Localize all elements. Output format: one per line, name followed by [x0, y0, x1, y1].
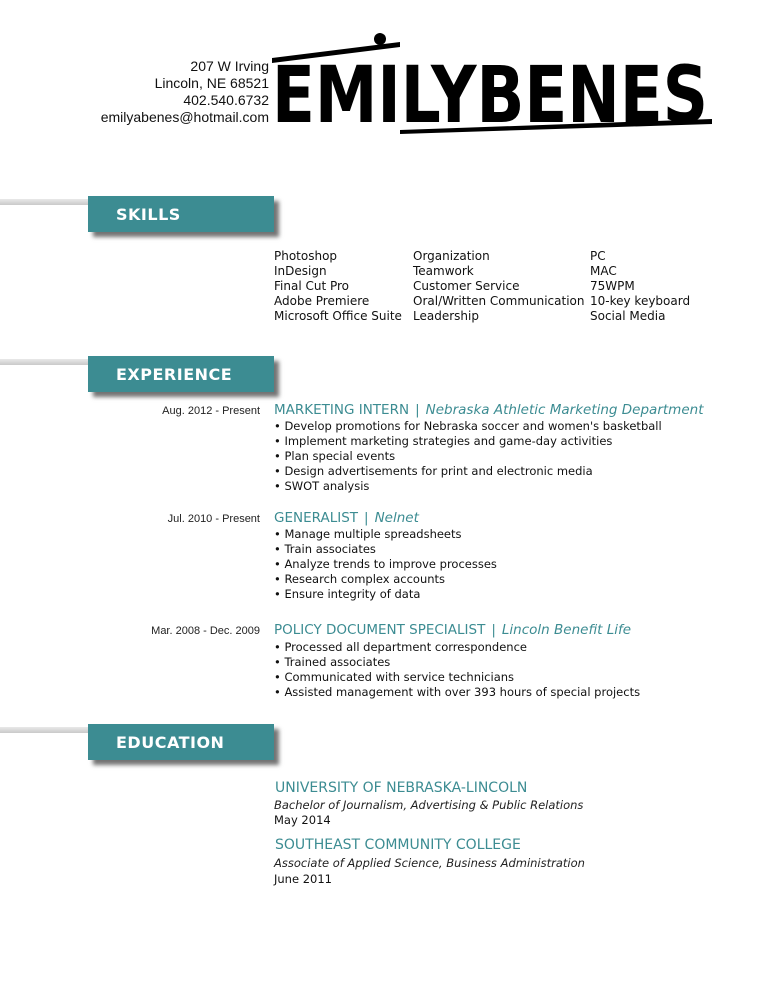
skill-item: Oral/Written Communication	[413, 294, 585, 308]
job-bullet: • Research complex accounts	[274, 572, 446, 586]
job-title-line	[274, 622, 631, 638]
job-bullet: • Communicated with service technicians	[274, 670, 515, 684]
job-separator: |	[415, 402, 420, 418]
skill-item: Photoshop	[274, 249, 338, 263]
job-bullet: • Train associates	[274, 542, 376, 556]
skill-item: InDesign	[274, 264, 327, 278]
skill-item: 10-key keyboard	[590, 294, 691, 308]
job-bullets	[274, 527, 497, 602]
skills-column-1	[274, 249, 402, 324]
name-logo	[272, 32, 712, 141]
skill-item: Adobe Premiere	[274, 294, 370, 308]
skill-item: Customer Service	[413, 279, 520, 293]
contact-city: Lincoln, NE 68521	[154, 75, 269, 91]
job-date: Jul. 2010 - Present	[167, 513, 260, 525]
name-logo-graphic	[272, 32, 712, 141]
job-title: MARKETING INTERN	[274, 402, 410, 418]
section-header-skills	[0, 196, 274, 232]
skills-column-3	[590, 249, 690, 324]
job-date: Aug. 2012 - Present	[162, 405, 260, 417]
job-date: Mar. 2008 - Dec. 2009	[151, 625, 260, 637]
job-bullet: • Plan special events	[274, 449, 396, 463]
logo-text: EMILYBENES	[272, 51, 708, 141]
job-bullets	[274, 640, 640, 700]
job-bullet: • Manage multiple spreadsheets	[274, 527, 462, 541]
skill-item: Social Media	[590, 309, 666, 323]
skill-item: 75WPM	[590, 279, 635, 293]
job-bullet: • Design advertisements for print and electronic media	[274, 464, 593, 478]
section-header-education	[0, 724, 274, 760]
edu-date: May 2014	[274, 813, 331, 827]
edu-degree: Bachelor of Journalism, Advertising & Public Relations	[274, 798, 584, 812]
job-company: Lincoln Benefit Life	[501, 622, 632, 638]
section-title: EXPERIENCE	[116, 365, 233, 384]
job-bullet: • Trained associates	[274, 655, 391, 669]
job-bullet: • Develop promotions for Nebraska soccer and women's basketball	[274, 419, 662, 433]
job-company: Nelnet	[374, 510, 419, 526]
skill-item: Organization	[413, 249, 490, 263]
contact-street: 207 W Irving	[190, 58, 269, 74]
contact-info	[101, 58, 269, 126]
skill-item: Microsoft Office Suite	[274, 309, 402, 323]
job-bullet: • Analyze trends to improve processes	[274, 557, 497, 571]
edu-degree: Associate of Applied Science, Business Administration	[274, 856, 585, 870]
section-header-experience	[0, 356, 274, 392]
job-bullets	[274, 419, 662, 494]
skill-item: Leadership	[413, 309, 479, 323]
edu-school: SOUTHEAST COMMUNITY COLLEGE	[275, 837, 521, 853]
skills-column-2	[413, 249, 585, 324]
job-bullet: • Processed all department correspondence	[274, 640, 527, 654]
section-title: EDUCATION	[116, 733, 225, 752]
skill-item: MAC	[590, 264, 617, 278]
job-bullet: • Implement marketing strategies and game-day activities	[274, 434, 613, 448]
job-separator: |	[491, 622, 496, 638]
job-title: POLICY DOCUMENT SPECIALIST	[274, 622, 486, 638]
skill-item: PC	[590, 249, 606, 263]
contact-email[interactable]: emilyabenes@hotmail.com	[100, 109, 269, 125]
skill-item: Teamwork	[413, 264, 474, 278]
job-title-line	[274, 402, 703, 418]
job-bullet: • Ensure integrity of data	[274, 587, 421, 601]
edu-date: June 2011	[274, 872, 332, 886]
job-bullet: • Assisted management with over 393 hours of special projects	[274, 685, 641, 699]
job-title-line	[274, 510, 419, 526]
edu-school: UNIVERSITY OF NEBRASKA-LINCOLN	[275, 780, 528, 796]
job-separator: |	[364, 510, 369, 526]
skill-item: Final Cut Pro	[274, 279, 350, 293]
job-bullet: • SWOT analysis	[274, 479, 370, 493]
section-title: SKILLS	[116, 205, 181, 224]
contact-phone: 402.540.6732	[183, 92, 269, 108]
job-title: GENERALIST	[274, 510, 359, 526]
job-company: Nebraska Athletic Marketing Department	[425, 402, 704, 418]
